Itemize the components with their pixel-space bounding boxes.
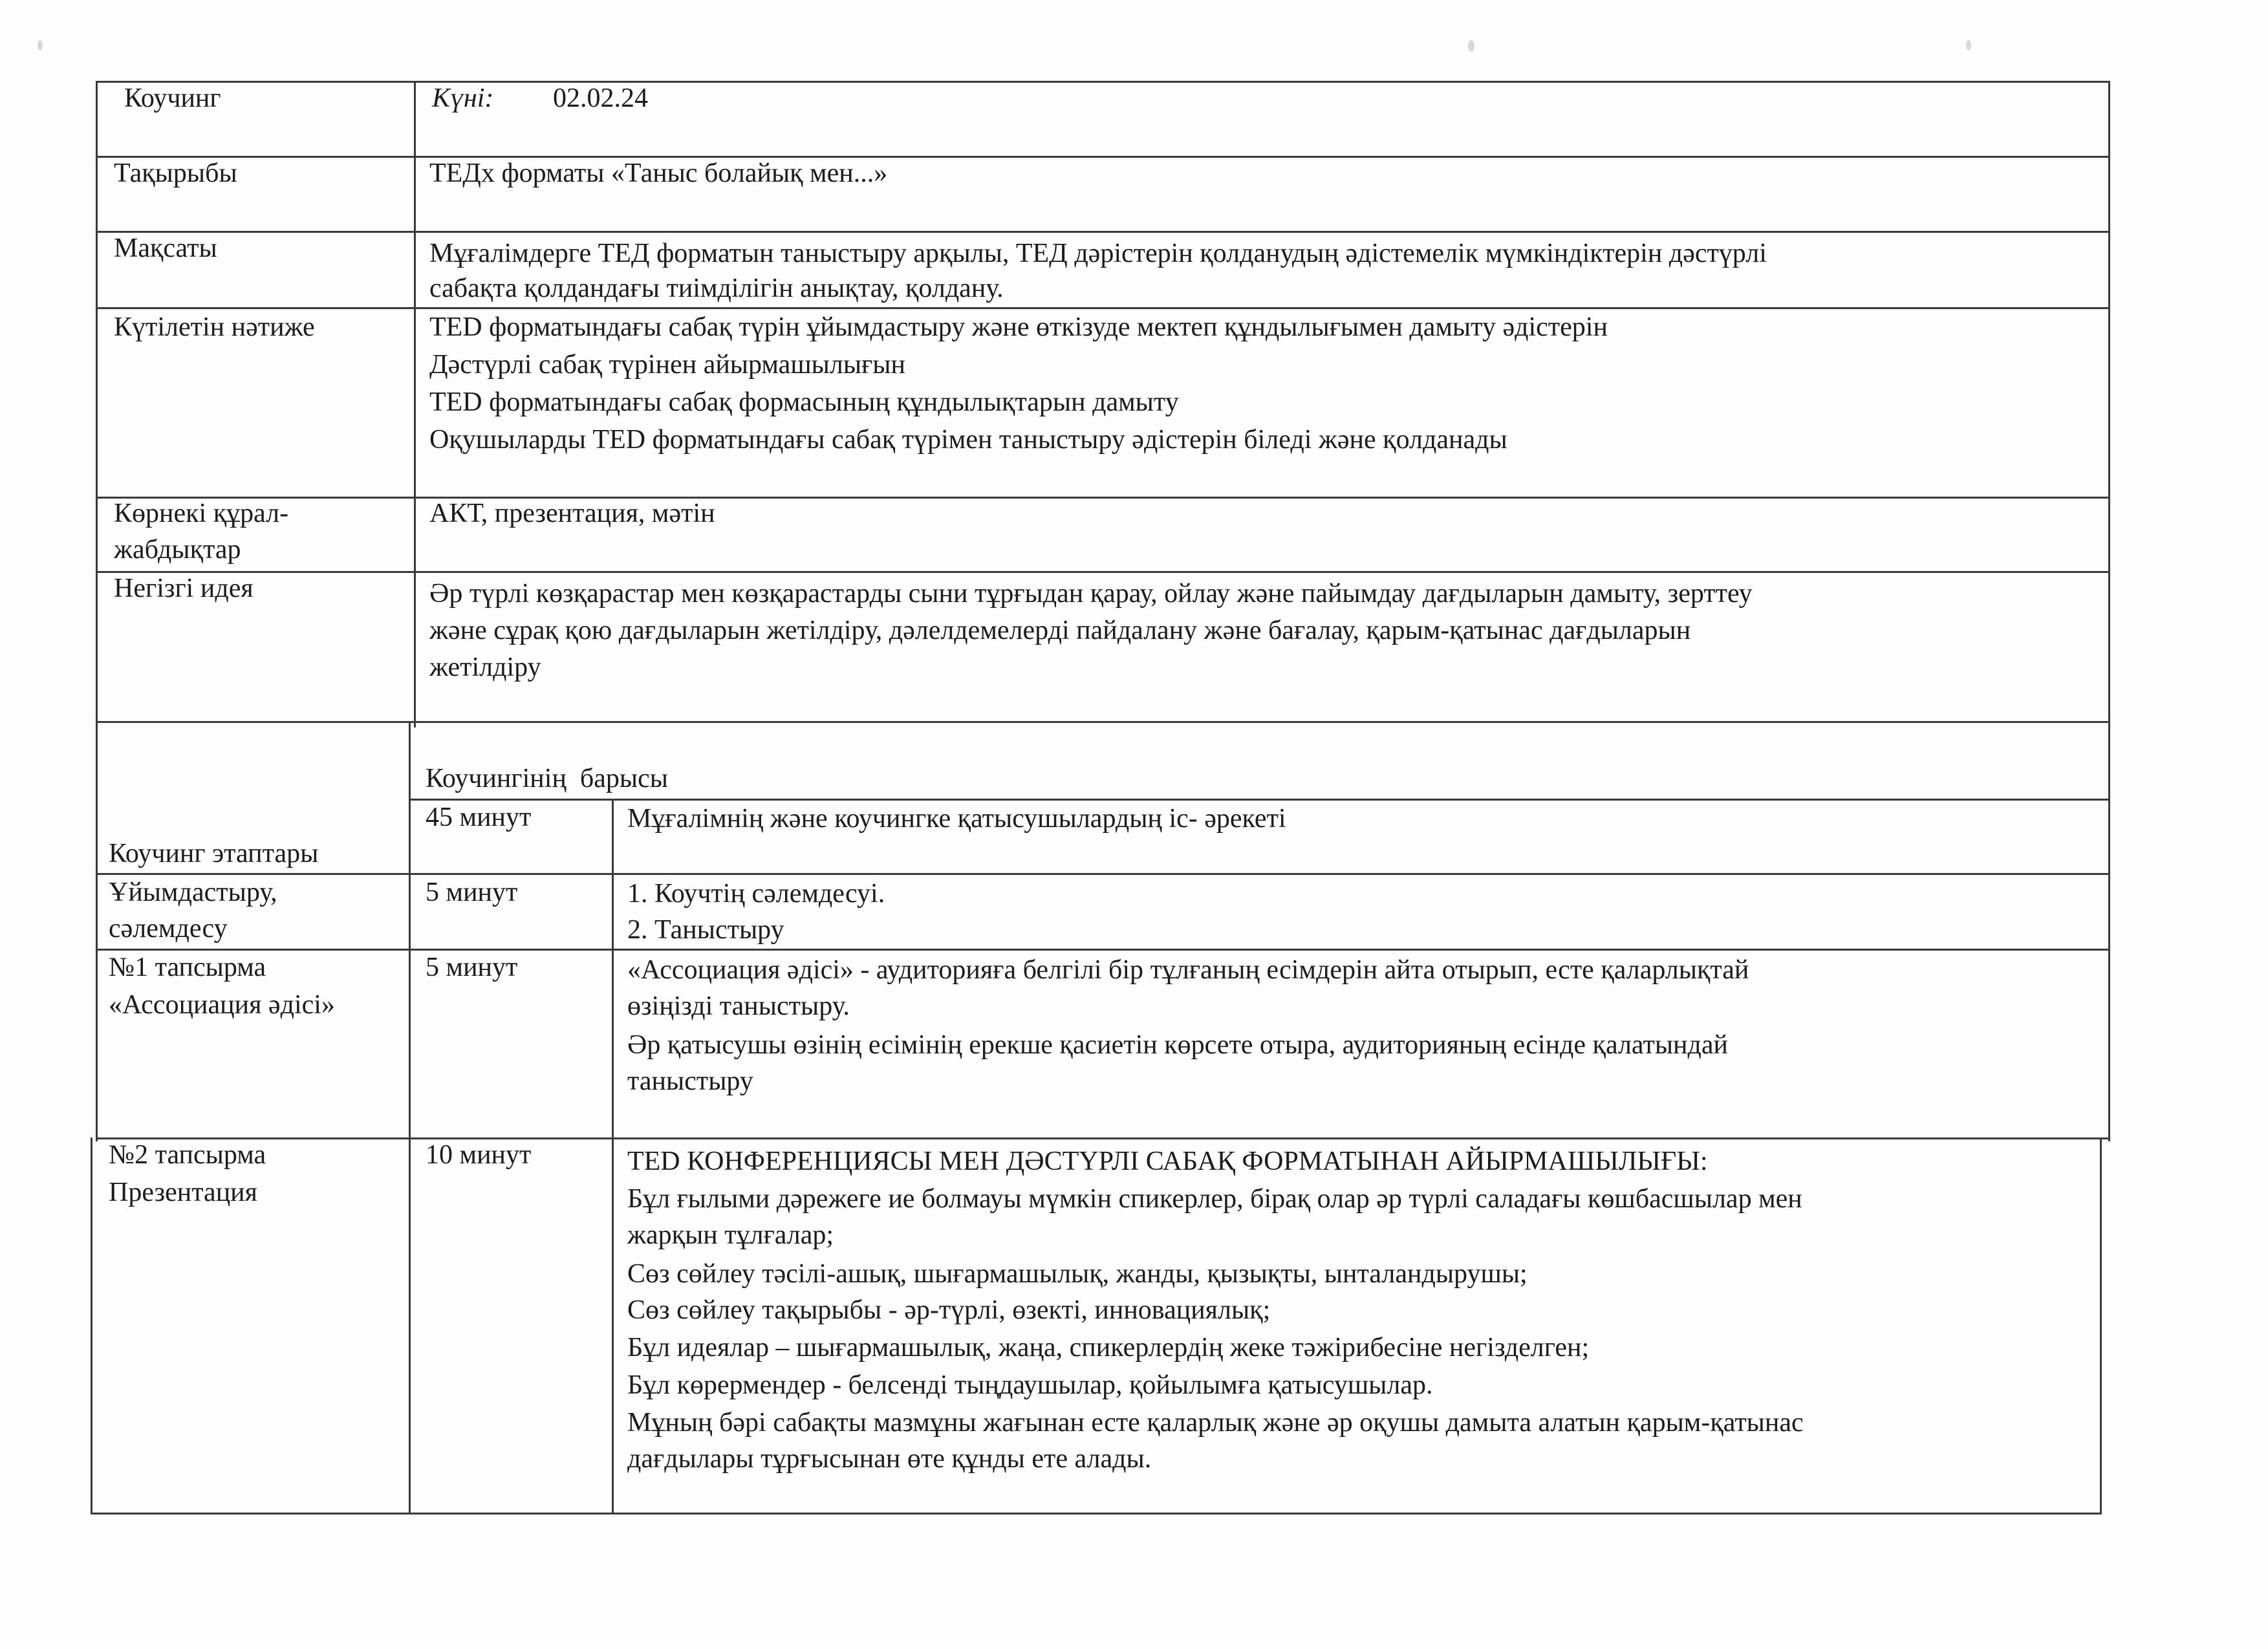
scan-artifact <box>1966 40 1971 50</box>
goal-label: Мақсаты <box>114 233 217 263</box>
stage1-label-line: Ұйымдастыру, <box>109 878 277 907</box>
table-border-right <box>2108 81 2110 1141</box>
stage3-line: Бұл идеялар – шығармашылық, жаңа, спикерлердің жеке тәжірибесіне негізделген; <box>627 1333 1590 1363</box>
row-divider <box>96 873 2110 875</box>
resources-label-line: жабдықтар <box>114 535 241 565</box>
stage2-line: Әр қатысушы өзінің есімінің ерекше қасиетін көрсете отыра, аудиторияның есінде қалатындай <box>627 1030 1729 1060</box>
scan-artifact <box>1468 40 1474 52</box>
column-divider <box>409 721 411 1514</box>
stage3-line: TED КОНФЕРЕНЦИЯСЫ МЕН ДӘСТҮРЛІ САБАҚ ФОРМАТЫНАН АЙЫРМАШЫЛЫҒЫ: <box>627 1147 1708 1176</box>
column-divider <box>612 799 614 1514</box>
stage2-line: «Ассоциация әдісі» - аудиторияға белгілі бір тұлғаның есімдерін айта отырып, есте қаларлықтай <box>627 955 1749 985</box>
expected-label: Күтілетін нәтиже <box>114 312 315 342</box>
process-heading: Коучингінің барысы <box>426 764 669 793</box>
stage1-line: 2. Таныстыру <box>627 915 784 945</box>
goal-line: Мұғалімдерге ТЕД форматын таныстыру арқылы, ТЕД дәрістерін қолданудың әдістемелік мүмкіндіктерін дәстүрлі <box>429 239 1767 268</box>
table-border-right <box>2100 1137 2102 1514</box>
stage3-line: Сөз сөйлеу тәсілі-ашық, шығармашылық, жанды, қызықты, ынталандырушы; <box>627 1259 1528 1289</box>
date-label: Күні: <box>432 83 494 113</box>
expected-line: Дәстүрлі сабақ түрінен айырмашылығын <box>429 350 905 380</box>
expected-line: TED форматындағы сабақ түрін ұйымдастыру және өткізуде мектеп құндылығымен дамыту әдістерін <box>429 312 1608 342</box>
main-idea-label: Негізгі идея <box>114 574 254 603</box>
stage1-time: 5 минут <box>426 878 518 907</box>
stage3-line: жарқын тұлғалар; <box>627 1220 834 1250</box>
stage3-line: Сөз сөйлеу тақырыбы - әр-түрлі, өзекті, инновациялық; <box>627 1295 1271 1325</box>
stage2-label-line: №1 тапсырма <box>109 953 266 982</box>
coaching-label: Коучинг <box>124 83 221 113</box>
table-border-left <box>96 81 98 1141</box>
stage3-line: Мұның бәрі сабақты мазмұны жағынан есте қаларлық және әр оқушы дамыта алатын қарым-қатынас <box>627 1408 1804 1438</box>
main-idea-line: жетілдіру <box>429 652 541 682</box>
stage3-label-line: Презентация <box>109 1178 257 1207</box>
stage3-line: дағдылары тұрғысынан өте құнды ете алады. <box>627 1444 1152 1474</box>
expected-line: TED форматындағы сабақ формасының құндылықтарын дамыту <box>429 387 1179 417</box>
stage2-line: өзіңізді таныстыру. <box>627 991 850 1021</box>
stage3-line: Бұл ғылыми дәрежеге ие болмауы мүмкін спикерлер, бірақ олар әр түрлі саладағы көшбасшылар мен <box>627 1184 1802 1214</box>
expected-line: Оқушыларды TED форматындағы сабақ түрімен таныстыру әдістерін біледі және қолданады <box>429 425 1507 455</box>
stage3-line: Бұл көрермендер - белсенді тыңдаушылар, қойылымға қатысушылар. <box>627 1370 1433 1400</box>
table-border-left <box>91 1137 92 1514</box>
row-divider <box>96 949 2110 951</box>
resources-value: АКТ, презентация, мәтін <box>429 499 715 528</box>
resources-label-line: Көрнекі құрал- <box>114 499 289 528</box>
scan-artifact <box>38 40 43 50</box>
table-border-bottom <box>91 1513 2102 1514</box>
stage3-label-line: №2 тапсырма <box>109 1140 266 1170</box>
goal-line: сабақта қолдандағы тиімділігін анықтау, қолдану. <box>429 274 1004 303</box>
stage1-label-line: сәлемдесу <box>109 914 228 943</box>
stages-header-activity: Мұғалімнің және коучингке қатысушылардың іс- әрекеті <box>627 804 1286 834</box>
column-divider <box>414 81 416 727</box>
row-divider <box>96 231 2110 233</box>
stage1-line: 1. Коучтің сәлемдесуі. <box>627 879 885 909</box>
row-divider <box>96 156 2110 158</box>
row-divider <box>96 1137 2110 1139</box>
row-divider <box>96 721 2110 723</box>
topic-label: Тақырыбы <box>114 158 237 188</box>
stages-header-time: 45 минут <box>426 803 532 832</box>
stages-header-label: Коучинг этаптары <box>109 839 319 868</box>
main-idea-line: Әр түрлі көзқарастар мен көзқарастарды сыни тұрғыдан қарау, ойлау және пайымдау дағдыларын дамыту, зерттеу <box>429 579 1753 609</box>
stage2-line: таныстыру <box>627 1066 753 1096</box>
row-divider <box>96 497 2110 499</box>
stage2-label-line: «Ассоциация әдісі» <box>109 990 335 1020</box>
table-border-top <box>96 81 2110 83</box>
topic-value: TEДx форматы «Таныс болайық мен...» <box>429 158 888 188</box>
date-value: 02.02.24 <box>553 83 648 113</box>
stage3-time: 10 минут <box>426 1140 532 1170</box>
stage2-time: 5 минут <box>426 953 518 982</box>
row-divider <box>96 571 2110 573</box>
main-idea-line: және сұрақ қою дағдыларын жетілдіру, дәлелдемелерді пайдалану және бағалау, қарым-қатынас дағдыларын <box>429 616 1691 645</box>
